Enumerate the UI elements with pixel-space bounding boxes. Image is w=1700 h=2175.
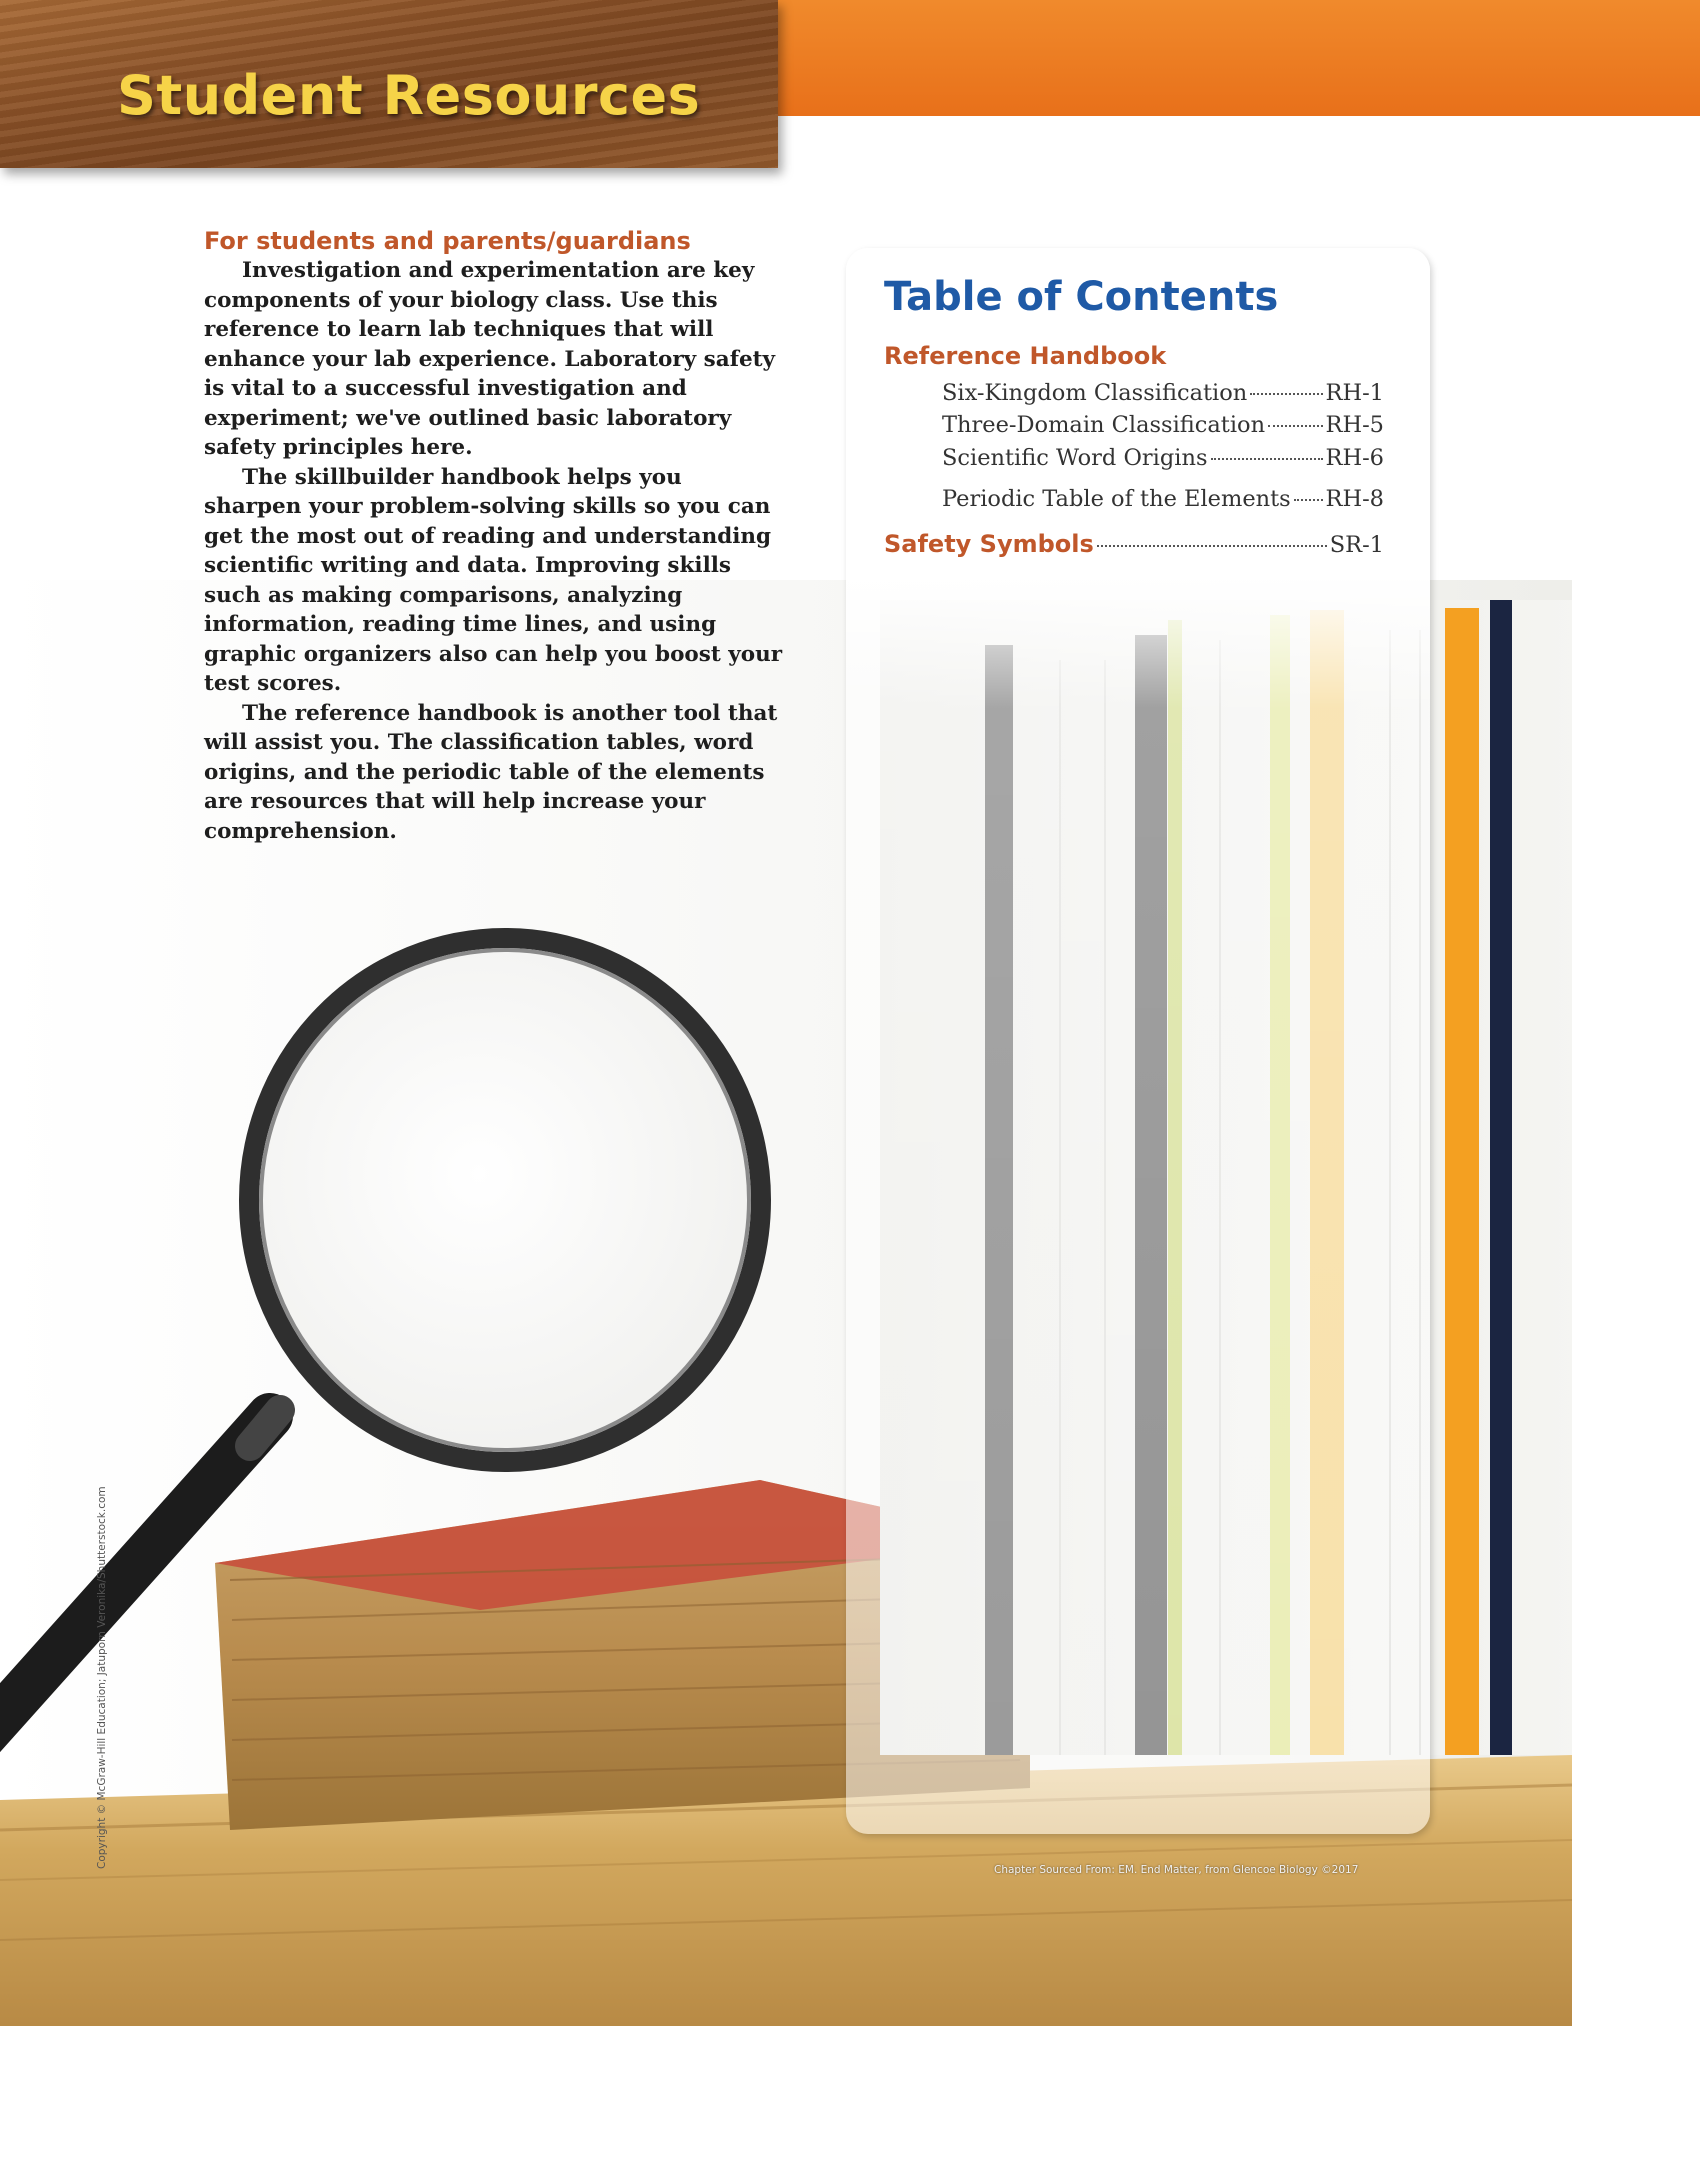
toc-safety-page: SR-1 <box>1329 532 1384 558</box>
intro-paragraph: Investigation and experimentation are key components of your biology class. Use this reference to learn lab techniques that will enhance your lab experience. Laboratory safety is vital to a successful investigation and experiment; we've outlined basic laboratory safety principles here. <box>204 258 776 460</box>
toc-title: Table of Contents <box>884 274 1279 320</box>
page-title: Student Resources <box>117 64 701 127</box>
toc-leader-dots <box>1211 458 1323 460</box>
toc-entry[interactable] <box>942 445 1384 471</box>
toc-entry[interactable] <box>942 412 1384 438</box>
toc-entry-page: RH-1 <box>1325 380 1384 406</box>
toc-entry[interactable] <box>942 380 1384 406</box>
intro-paragraph: The skillbuilder handbook helps you sharpen your problem-solving skills so you can get the most out of reading and understanding scientific writing and data. Improving skills such as making comparisons, analyzing information, reading time lines, and using graphic organizers also can help you boost your test scores. <box>204 464 783 696</box>
intro-paragraph: The reference handbook is another tool that will assist you. The classification tables, word origins, and the periodic table of the elements are resources that will help increase your comprehension. <box>204 700 778 844</box>
header-accent-band <box>770 0 1700 116</box>
intro-heading: For students and parents/guardians <box>204 227 691 255</box>
toc-safety-label: Safety Symbols <box>884 530 1094 558</box>
toc-entry-label: Three-Domain Classification <box>942 412 1266 438</box>
toc-entry-page: RH-8 <box>1325 486 1384 512</box>
toc-leader-dots <box>1294 499 1323 501</box>
copyright-credit: Copyright © McGraw-Hill Education; Jatuporn Veronika/Shutterstock.com <box>96 1486 108 1869</box>
toc-entry[interactable] <box>942 486 1384 512</box>
toc-leader-dots <box>1268 425 1322 427</box>
toc-card <box>846 248 1430 1834</box>
toc-entry-page: RH-5 <box>1325 412 1384 438</box>
header-banner <box>0 0 778 168</box>
toc-entry-label: Six-Kingdom Classification <box>942 380 1248 406</box>
toc-leader-dots <box>1250 393 1322 395</box>
toc-section-heading: Reference Handbook <box>884 342 1167 370</box>
toc-safety-entry[interactable] <box>884 530 1384 558</box>
toc-entry-label: Scientific Word Origins <box>942 445 1208 471</box>
source-note: Chapter Sourced From: EM. End Matter, from Glencoe Biology ©2017 <box>994 1864 1359 1876</box>
toc-entry-page: RH-6 <box>1325 445 1384 471</box>
toc-leader-dots <box>1097 545 1327 547</box>
toc-entry-label: Periodic Table of the Elements <box>942 486 1291 512</box>
intro-section <box>204 226 786 846</box>
